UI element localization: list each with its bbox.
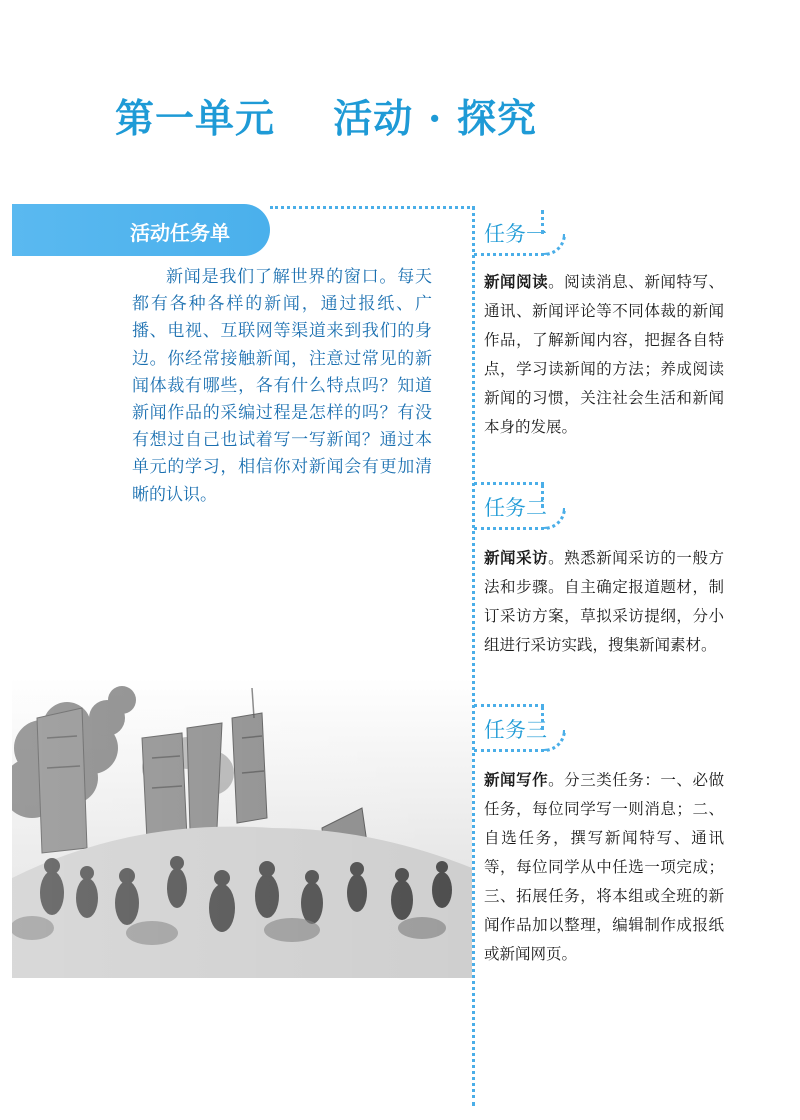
- task-one-heading: 任务一: [484, 222, 547, 246]
- task-one-body: [484, 268, 724, 442]
- task-one-lead: 新闻阅读: [484, 273, 549, 291]
- intro-paragraph: 新闻是我们了解世界的窗口。每天都有各种各样的新闻，通过报纸、广播、电视、互联网等渠道来到我们的身边。你经常接触新闻，注意过常见的新闻体裁有哪些，各有什么特点吗？知道新闻作品的采编过程是怎样的吗？有没有想过自己也试着写一写新闻？通过本单元的学习，相信你对新闻会有更加清晰的认识。: [132, 267, 432, 505]
- task-three-heading: 任务三: [484, 718, 547, 742]
- task-two-text: 。熟悉新闻采访的一般方法和步骤。自主确定报道题材，制订采访方案，草拟采访提纲，分小组进行采访实践，搜集新闻素材。: [484, 549, 724, 654]
- activity-task-banner: [12, 204, 270, 256]
- banner-label: 活动任务单: [130, 221, 230, 245]
- task-three-tab: [474, 706, 570, 752]
- task-three-body: [484, 766, 724, 969]
- task-two-lead: 新闻采访: [484, 549, 549, 567]
- page-title: 第一单元 活动 · 探究: [115, 96, 538, 142]
- war-scene-illustration: [12, 678, 472, 978]
- task-three-text: 。分三类任务：一、必做任务，每位同学写一则消息；二、自选任务，撰写新闻特写、通讯等，每位同学从中任选一项完成；三、拓展任务，将本组或全班的新闻作品加以整理，编辑制作成报纸或新闻网页。: [484, 771, 724, 963]
- task-one-text: 。阅读消息、新闻特写、通讯、新闻评论等不同体裁的新闻作品，了解新闻内容，把握各自特点，学习读新闻的方法；养成阅读新闻的习惯，关注社会生活和新闻本身的发展。: [484, 273, 724, 436]
- banner-dotted-line: [270, 206, 475, 209]
- column-divider: [472, 206, 475, 1106]
- task-one-tab: [474, 210, 570, 256]
- task-three-lead: 新闻写作: [484, 771, 549, 789]
- task-two-heading: 任务二: [484, 496, 547, 520]
- task-two-tab: [474, 484, 570, 530]
- task-two-body: [484, 544, 724, 660]
